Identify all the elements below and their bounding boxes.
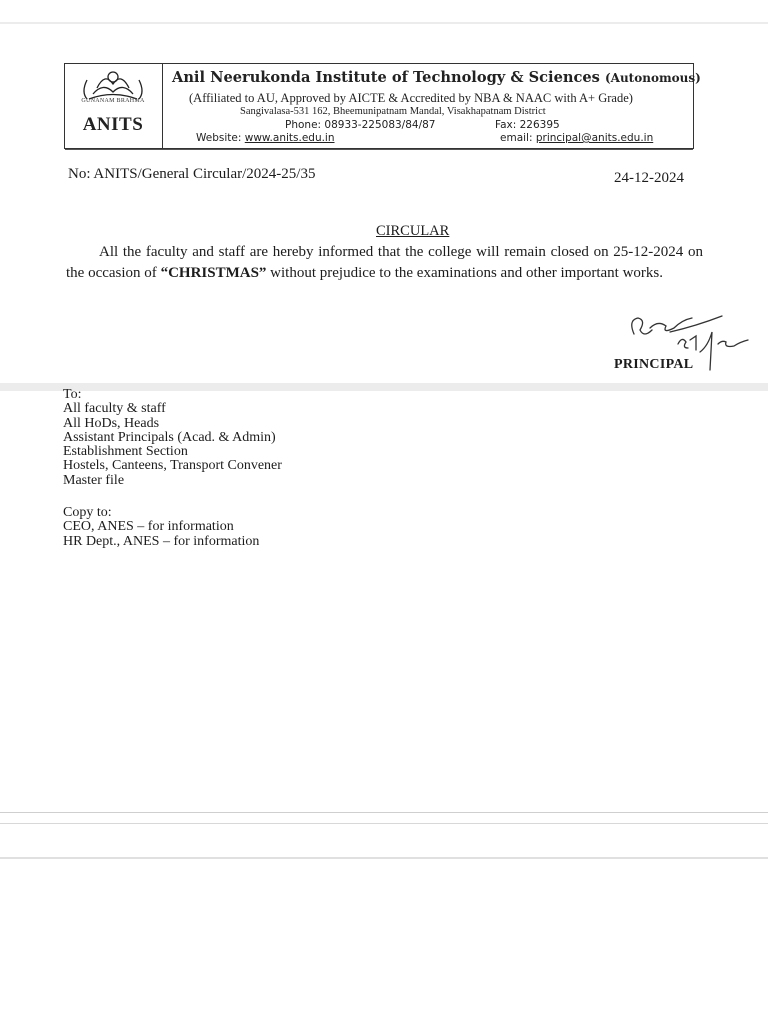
- institute-status: (Autonomous): [604, 71, 701, 85]
- list-item: CEO, ANES – for information: [63, 519, 234, 535]
- scan-band: [0, 823, 768, 824]
- list-item: Assistant Principals (Acad. & Admin): [63, 429, 276, 445]
- website-line: [196, 132, 335, 144]
- body-text-part1: All the faculty and staff are hereby informed that the college will remain closed on 25-12-2024 on the occasion of: [66, 244, 703, 281]
- list-item: Master file: [63, 472, 125, 488]
- letterhead: [64, 63, 701, 149]
- list-item: All HoDs, Heads: [63, 415, 160, 431]
- scan-band: [0, 857, 768, 859]
- list-item: HR Dept., ANES – for information: [63, 533, 260, 549]
- copy-to-heading: Copy to:: [63, 505, 112, 520]
- email-label: email:: [500, 132, 533, 144]
- email-line: [500, 132, 653, 144]
- circular-date: 24-12-2024: [614, 170, 684, 186]
- circular-body: [66, 242, 703, 283]
- body-emphasis: “CHRISTMAS”: [160, 264, 267, 281]
- to-heading: To:: [63, 387, 82, 402]
- address-line: Sangivalasa-531 162, Bheemunipatnam Mandal, Visakhapatnam District: [240, 106, 546, 117]
- institute-name: [172, 69, 701, 86]
- list-item: All faculty & staff: [63, 401, 166, 417]
- fax-number: Fax: 226395: [495, 119, 560, 131]
- circular-number: No: ANITS/General Circular/2024-25/35: [68, 166, 316, 182]
- affiliation-line: (Affiliated to AU, Approved by AICTE & Accredited by NBA & NAAC with A+ Grade): [189, 91, 633, 105]
- circular-title: CIRCULAR: [376, 223, 450, 239]
- principal-title: PRINCIPAL: [614, 357, 694, 372]
- website-label: Website:: [196, 132, 242, 144]
- scan-band: [0, 812, 768, 813]
- email-link[interactable]: principal@anits.edu.in: [535, 132, 654, 144]
- copy-to-list: [63, 506, 259, 549]
- institute-name-text: Anil Neerukonda Institute of Technology & Sciences: [172, 69, 600, 86]
- phone-number: Phone: 08933-225083/84/87: [285, 119, 436, 131]
- body-text-part2: without prejudice to the examinations and other important works.: [266, 264, 663, 281]
- list-item: Establishment Section: [63, 444, 188, 460]
- list-item: Hostels, Canteens, Transport Convener: [63, 458, 282, 474]
- logo-wordmark: ANITS: [82, 114, 144, 135]
- scan-edge-top: [0, 22, 768, 24]
- logo-motto: GUNANAM BRAHMA: [81, 98, 145, 104]
- distribution-list: [63, 388, 282, 488]
- lotus-emblem-icon: [73, 68, 153, 102]
- website-link[interactable]: www.anits.edu.in: [244, 132, 335, 144]
- institute-logo: [65, 64, 163, 148]
